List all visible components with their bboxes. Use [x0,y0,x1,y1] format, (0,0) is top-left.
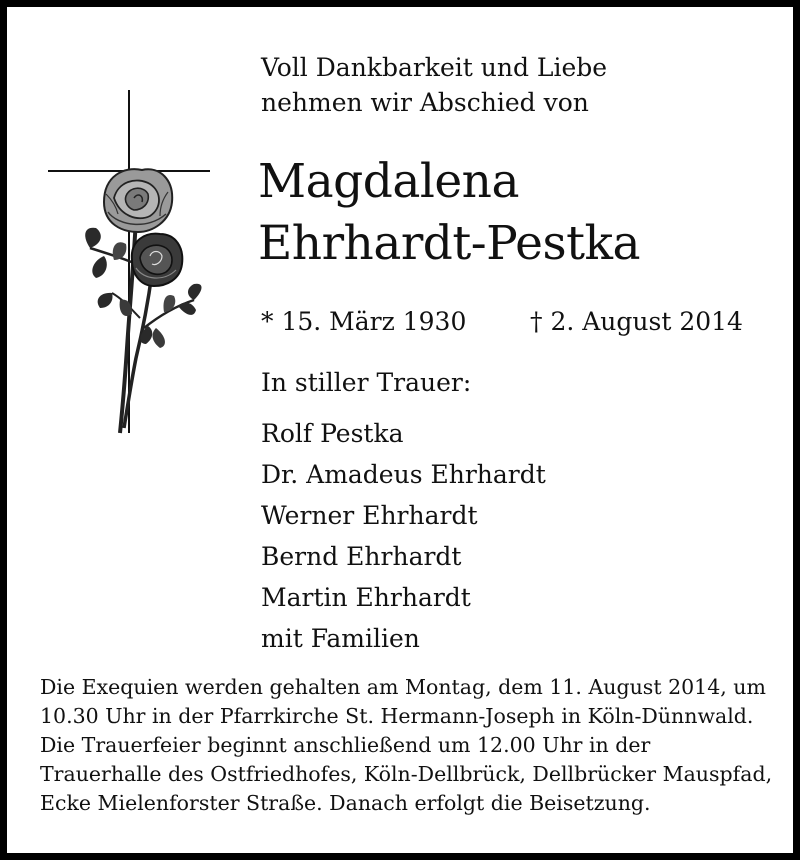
rose-leaf [92,256,107,278]
cross-with-roses-icon [44,88,214,438]
rose-leaf [113,242,127,260]
rose-stem [90,248,134,263]
service-line: 10.30 Uhr in der Pfarrkirche St. Hermann-Joseph in Köln-Dünnwald. [40,704,754,728]
service-line: Trauerhalle des Ostfriedhofes, Köln-Dellbrück, Dellbrücker Mauspfad, [40,762,773,786]
mourner-name: Dr. Amadeus Ehrhardt [261,460,546,489]
mourner-name: Werner Ehrhardt [261,501,478,530]
rose-leaf [178,303,196,315]
service-details [40,673,780,818]
intro-line: nehmen wir Abschied von [261,88,589,117]
service-line: Die Trauerfeier beginnt anschließend um 12.00 Uhr in der [40,733,651,757]
mourning-label: In stiller Trauer: [261,368,472,397]
deceased-name [258,151,640,275]
mourner-name: Martin Ehrhardt [261,583,471,612]
rose-leaf [188,284,202,300]
birth-date: * 15. März 1930 [261,307,467,336]
deceased-first-name: Magdalena [258,154,519,209]
intro-text [261,50,607,120]
mourner-name: Rolf Pestka [261,419,404,448]
upper-rose [104,169,172,232]
service-line: Ecke Mielenforster Straße. Danach erfolgt die Beisetzung. [40,791,651,815]
lower-rose [132,234,182,286]
rose-leaf [98,293,113,308]
mourner-families: mit Familien [261,624,420,653]
rose-leaf [153,328,165,348]
service-line: Die Exequien werden gehalten am Montag, dem 11. August 2014, um [40,675,766,699]
mourners-list [261,413,546,659]
mourner-name: Bernd Ehrhardt [261,542,462,571]
death-date: † 2. August 2014 [530,307,743,336]
intro-line: Voll Dankbarkeit und Liebe [261,53,608,82]
rose-leaf [85,228,101,248]
deceased-last-name: Ehrhardt-Pestka [258,216,640,271]
